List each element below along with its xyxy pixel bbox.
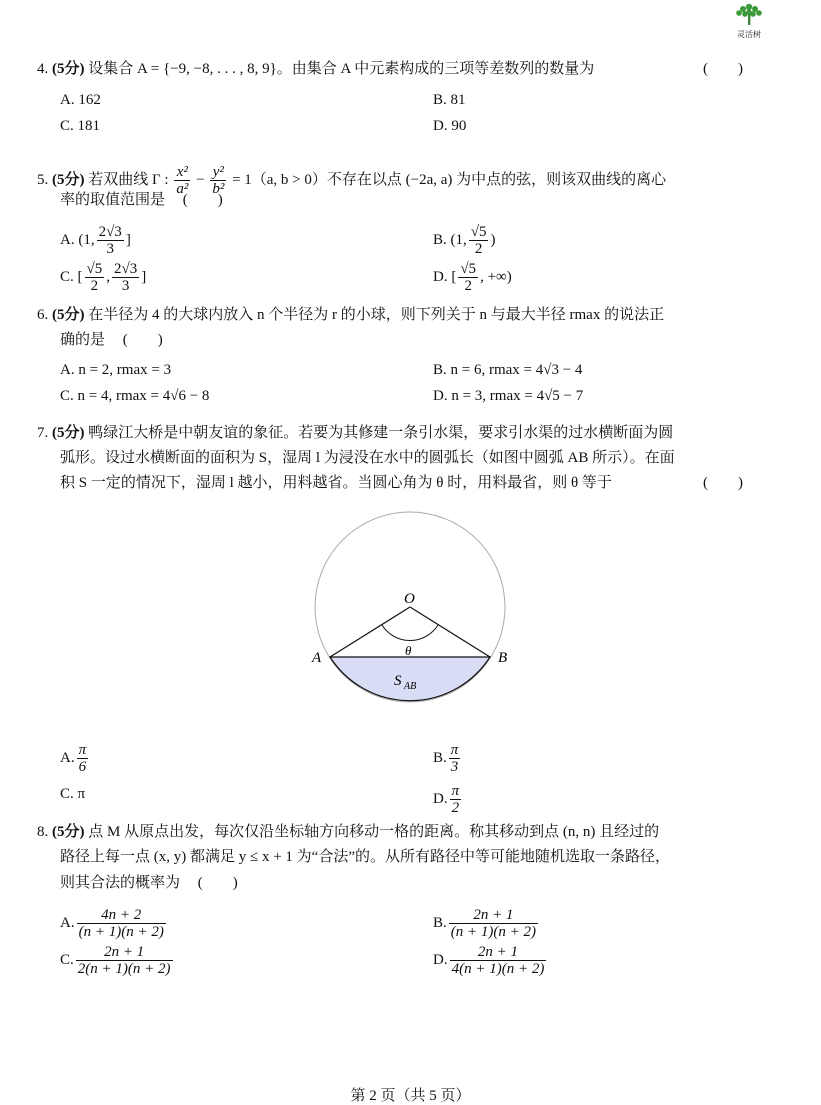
question-score: (5分) [52, 171, 85, 188]
tree-logo-icon [734, 2, 764, 26]
option-c: C. π [60, 786, 86, 802]
option-label: B. (1, [433, 231, 467, 248]
fraction [77, 907, 166, 940]
question-text: 在半径为 4 的大球内放入 n 个半径为 r 的小球，则下列关于 n 与最大半径 rmax 的说法正 [88, 307, 665, 323]
denominator: 6 [78, 759, 87, 775]
bracket: , +∞) [480, 268, 512, 285]
option-a [60, 742, 90, 775]
answer-paren: ( ) [122, 332, 163, 348]
denominator: 3 [106, 241, 114, 257]
question-7-stem [37, 423, 673, 443]
denominator: a² [176, 181, 189, 197]
fraction [458, 261, 478, 294]
question-8-line3 [60, 873, 238, 893]
bracket: ] [125, 231, 131, 248]
option-b [433, 742, 462, 775]
page-footer: 第 2 页（共 5 页） [350, 1088, 471, 1104]
question-6-line2 [60, 330, 163, 350]
circle-segment-figure [300, 505, 520, 715]
option-c [60, 944, 175, 977]
option-d [433, 944, 548, 977]
answer-paren: ( ) [197, 875, 238, 891]
fraction [450, 783, 462, 816]
question-text: 点 M 从原点出发，每次仅沿坐标轴方向移动一格的距离。称其移动到点 (n, n) 且经过的 [88, 824, 660, 840]
option-c: C. 181 [60, 118, 101, 134]
denominator: 3 [450, 759, 459, 775]
fraction [469, 224, 489, 257]
denominator: 2 [464, 278, 472, 294]
question-7-line2: 弧形。设过水横断面的面积为 S，湿周 l 为浸没在水中的圆弧长（如图中圆弧 AB 所示）。在面 [60, 450, 675, 466]
question-number: 5. [37, 171, 49, 188]
radius-ob [410, 607, 490, 657]
answer-paren: ( ) [703, 475, 743, 491]
question-number: 4. [37, 61, 49, 77]
fraction [449, 742, 461, 775]
numerator: 2n + 1 [450, 944, 547, 961]
option-d: D. n = 3, rmax = 4√5 − 7 [433, 388, 584, 404]
option-label: D. [433, 951, 448, 968]
option-a: A. 162 [60, 92, 101, 108]
logo-text: 灵活树 [737, 30, 761, 39]
fraction [97, 224, 124, 257]
numerator: 2n + 1 [76, 944, 173, 961]
question-7-line3: 积 S 一定的情况下，湿周 l 越小，用料越省。当圆心角为 θ 时，用料最省，则 θ 等于 [60, 475, 612, 491]
water-segment [330, 657, 490, 701]
question-4-stem [37, 59, 594, 79]
question-number: 8. [37, 824, 49, 840]
fraction [112, 261, 139, 294]
option-a [60, 224, 131, 257]
answer-paren: ( ) [703, 61, 743, 77]
numerator: 2n + 1 [449, 907, 538, 924]
denominator: 2 [474, 241, 483, 257]
question-text: 鸭绿江大桥是中朝友谊的象征。若要为其修建一条引水渠，要求引水渠的过水横断面为圆 [88, 425, 674, 441]
option-b [433, 224, 495, 257]
option-b: B. 81 [433, 92, 466, 108]
option-label: B. [433, 749, 447, 766]
option-a [60, 907, 168, 940]
label-o: O [404, 591, 415, 607]
option-d [433, 261, 512, 294]
option-label: A. [60, 749, 75, 766]
numerator: √5 [460, 261, 477, 277]
minus-sign: − [196, 171, 205, 188]
label-s-subscript: AB [404, 681, 417, 692]
option-b: B. n = 6, rmax = 4√3 − 4 [433, 362, 583, 378]
option-c [60, 261, 146, 294]
question-text: 率的取值范围是 [60, 192, 166, 208]
label-a: A [312, 650, 322, 666]
option-c: C. n = 4, rmax = 4√6 − 8 [60, 388, 210, 404]
option-label: C. [60, 951, 74, 968]
question-8-line2: 路径上每一点 (x, y) 都满足 y ≤ x + 1 为“合法”的。从所有路径中等可能地随机选取一条路径， [60, 849, 671, 865]
question-score: (5分) [52, 824, 85, 840]
denominator: (n + 1)(n + 2) [450, 924, 536, 940]
question-score: (5分) [52, 425, 85, 441]
question-number: 7. [37, 425, 49, 441]
question-text: 若双曲线 Γ : [88, 171, 169, 188]
label-b: B [498, 650, 508, 666]
comma: , [106, 268, 110, 285]
answer-paren: ( ) [182, 192, 223, 208]
option-label: D. [ [433, 268, 457, 285]
denominator: b² [212, 181, 225, 197]
option-label: A. [60, 914, 75, 931]
denominator: 4(n + 1)(n + 2) [451, 961, 545, 977]
option-label: B. [433, 914, 447, 931]
denominator: 2 [451, 800, 460, 816]
numerator: 4n + 2 [77, 907, 166, 924]
question-6-stem [37, 305, 664, 325]
fraction [450, 944, 547, 977]
question-text: 则其合法的概率为 [60, 875, 181, 891]
denominator: 2(n + 1)(n + 2) [77, 961, 171, 977]
option-d: D. 90 [433, 118, 467, 134]
question-text: = 1（a, b > 0）不存在以点 (−2a, a) 为中点的弦，则该双曲线的离心 [232, 171, 667, 188]
angle-arc [382, 625, 438, 641]
numerator: π [451, 783, 460, 799]
numerator: √5 [86, 261, 103, 277]
bracket: ) [490, 231, 496, 248]
option-label: D. [433, 790, 448, 807]
numerator: 2√3 [113, 261, 138, 277]
option-d [433, 783, 463, 816]
fraction [77, 742, 89, 775]
denominator: 3 [121, 278, 130, 294]
option-b [433, 907, 540, 940]
bracket: ] [141, 268, 147, 285]
fraction [449, 907, 538, 940]
option-label: C. [ [60, 268, 83, 285]
numerator: y² [210, 164, 226, 181]
numerator: π [450, 742, 459, 758]
numerator: x² [174, 164, 190, 181]
logo [729, 2, 769, 40]
question-score: (5分) [52, 61, 85, 77]
option-label: A. (1, [60, 231, 95, 248]
numerator: 2√3 [98, 224, 122, 240]
question-score: (5分) [52, 307, 85, 323]
numerator: π [78, 742, 87, 758]
radius-oa [330, 607, 410, 657]
question-8-stem [37, 822, 659, 842]
denominator: 2 [90, 278, 99, 294]
question-number: 6. [37, 307, 49, 323]
numerator: √5 [470, 224, 487, 240]
fraction [85, 261, 105, 294]
fraction [76, 944, 173, 977]
label-s: S [394, 673, 402, 689]
denominator: (n + 1)(n + 2) [78, 924, 164, 940]
question-5-line2 [60, 190, 223, 210]
label-theta: θ [405, 643, 412, 658]
question-text: 设集合 A = {−9, −8, . . . , 8, 9}。由集合 A 中元素构成的三项等差数列的数量为 [88, 61, 595, 77]
question-text: 确的是 [60, 332, 106, 348]
option-a: A. n = 2, rmax = 3 [60, 362, 172, 378]
